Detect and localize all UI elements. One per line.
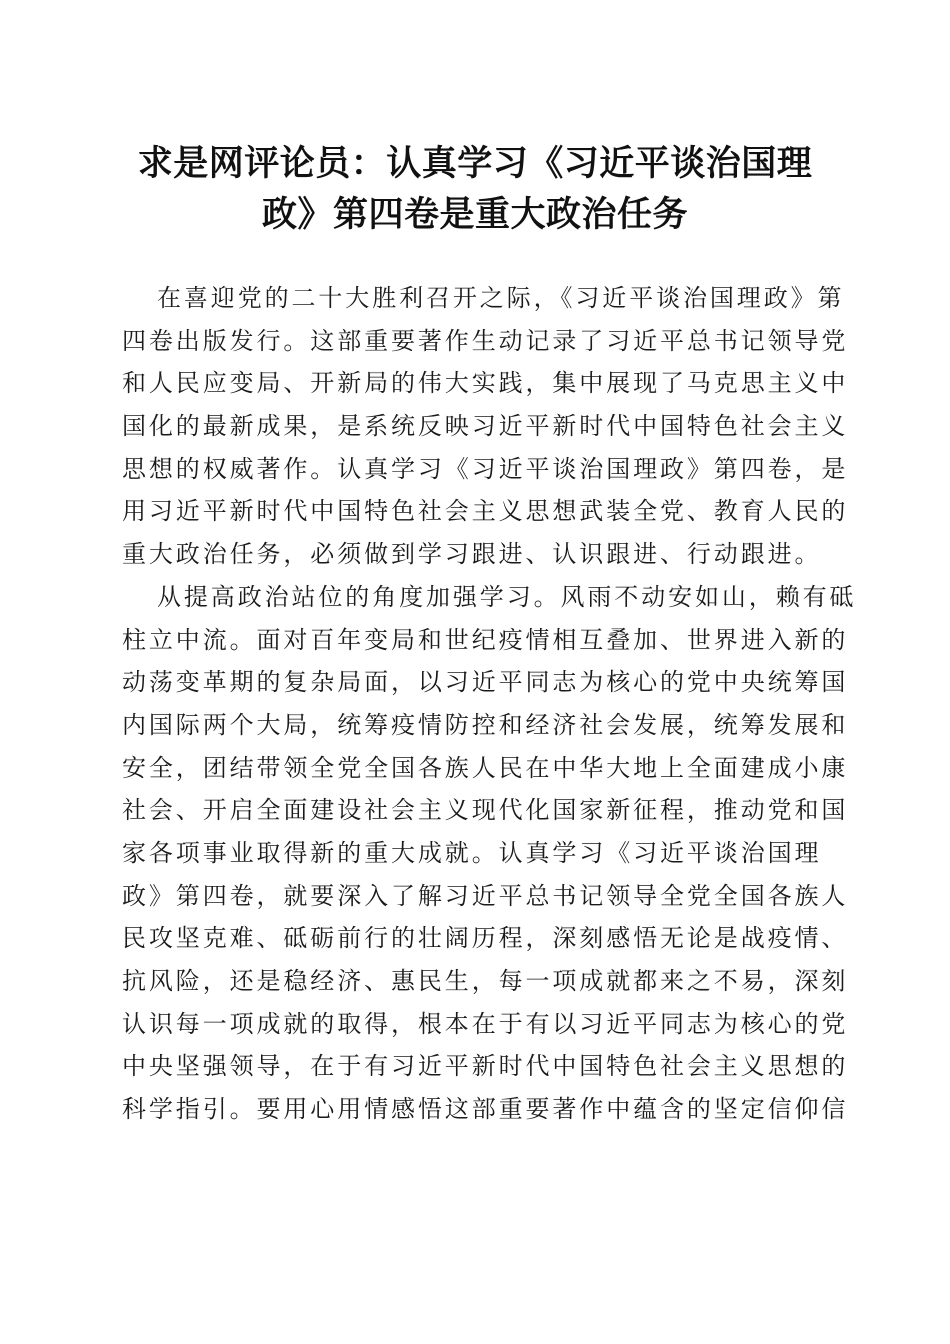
paragraph-line: 安全，团结带领全党全国各族人民在中华大地上全面建成小康 bbox=[122, 753, 849, 782]
paragraph-line: 在喜迎党的二十大胜利召开之际，《习近平谈治国理政》第 bbox=[157, 284, 845, 312]
paragraph-line: 抗风险，还是稳经济、惠民生，每一项成就都来之不易，深刻 bbox=[122, 967, 849, 995]
document-title bbox=[120, 138, 830, 240]
paragraph-line: 和人民应变局、开新局的伟大实践，集中展现了马克思主义中 bbox=[122, 369, 849, 398]
paragraph-line: 认识每一项成就的取得，根本在于有以习近平同志为核心的党 bbox=[122, 1009, 849, 1038]
title-line-1: 求是网评论员：认真学习《习近平谈治国理 bbox=[137, 143, 813, 184]
paragraph-line: 用习近平新时代中国特色社会主义思想武装全党、教育人民的 bbox=[122, 497, 849, 526]
paragraph-1 bbox=[122, 277, 849, 576]
paragraph-2 bbox=[122, 576, 857, 1131]
title-line-2: 政》第四卷是重大政治任务 bbox=[261, 194, 688, 235]
paragraph-line: 民攻坚克难、砥砺前行的壮阔历程，深刻感悟无论是战疫情、 bbox=[122, 924, 849, 953]
paragraph-line: 重大政治任务，必须做到学习跟进、认识跟进、行动跟进。 bbox=[122, 540, 822, 569]
paragraph-line: 政》第四卷，就要深入了解习近平总书记领导全党全国各族人 bbox=[122, 881, 849, 910]
paragraph-line: 社会、开启全面建设社会主义现代化国家新征程，推动党和国 bbox=[122, 796, 849, 825]
paragraph-line: 动荡变革期的复杂局面，以习近平同志为核心的党中央统筹国 bbox=[122, 668, 849, 697]
paragraph-line: 家各项事业取得新的重大成就。认真学习《习近平谈治国理 bbox=[122, 838, 822, 867]
paragraph-line: 科学指引。要用心用情感悟这部重要著作中蕴含的坚定信仰信 bbox=[122, 1095, 849, 1124]
paragraph-line: 柱立中流。面对百年变局和世纪疫情相互叠加、世界进入新的 bbox=[122, 625, 849, 654]
paragraph-line: 思想的权威著作。认真学习《习近平谈治国理政》第四卷，是 bbox=[122, 454, 849, 483]
paragraph-line: 中央坚强领导，在于有习近平新时代中国特色社会主义思想的 bbox=[122, 1052, 849, 1081]
paragraph-line: 国化的最新成果，是系统反映习近平新时代中国特色社会主义 bbox=[122, 412, 849, 441]
paragraph-line: 四卷出版发行。这部重要著作生动记录了习近平总书记领导党 bbox=[122, 326, 849, 355]
document-body bbox=[122, 277, 857, 1131]
paragraph-line: 内国际两个大局，统筹疫情防控和经济社会发展，统筹发展和 bbox=[122, 710, 849, 739]
paragraph-line: 从提高政治站位的角度加强学习。风雨不动安如山，赖有砥 bbox=[157, 582, 857, 611]
